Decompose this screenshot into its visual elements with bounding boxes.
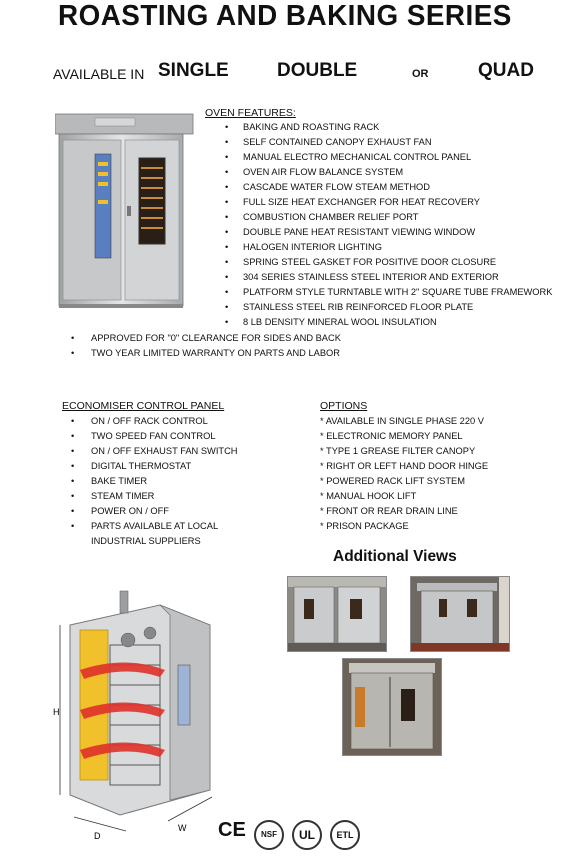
list-item: • CASCADE WATER FLOW STEAM METHOD — [225, 182, 430, 192]
control-panel-list — [62, 414, 251, 549]
list-item: • PARTS AVAILABLE AT LOCAL INDUSTRIAL SUPPLIERS — [71, 521, 218, 546]
list-item: • DOUBLE PANE HEAT RESISTANT VIEWING WINDOW — [225, 227, 476, 237]
list-item: • MANUAL ELECTRO MECHANICAL CONTROL PANEL — [225, 152, 472, 162]
oven-features-extra-list — [60, 331, 341, 361]
etl-mark: ETL — [330, 820, 360, 850]
list-item: • 8 LB DENSITY MINERAL WOOL INSULATION — [225, 317, 437, 327]
list-item: • SELF CONTAINED CANOPY EXHAUST FAN — [225, 137, 432, 147]
list-item: • HALOGEN INTERIOR LIGHTING — [225, 242, 382, 252]
availability-or: OR — [412, 68, 429, 80]
list-item: • COMBUSTION CHAMBER RELIEF PORT — [225, 212, 419, 222]
availability-label: AVAILABLE IN — [53, 66, 145, 82]
list-item: • TWO YEAR LIMITED WARRANTY ON PARTS AND LABOR — [71, 348, 340, 358]
list-item: • TWO SPEED FAN CONTROL — [71, 431, 216, 441]
height-dimension-label: H — [53, 707, 60, 717]
additional-views-heading: Additional Views — [333, 548, 457, 565]
availability-single: SINGLE — [158, 60, 229, 81]
control-panel-graphic — [95, 154, 111, 258]
control-panel-heading: ECONOMISER CONTROL PANEL — [62, 400, 225, 412]
ce-mark: CE — [218, 819, 246, 841]
list-item: * RIGHT OR LEFT HAND DOOR HINGE — [320, 461, 489, 471]
list-item: * FRONT OR REAR DRAIN LINE — [320, 506, 458, 516]
width-dimension-label: W — [178, 823, 187, 833]
list-item: * POWERED RACK LIFT SYSTEM — [320, 476, 465, 486]
list-item: • 304 SERIES STAINLESS STEEL INTERIOR AND EXTERIOR — [225, 272, 499, 282]
list-item: • STAINLESS STEEL RIB REINFORCED FLOOR PLATE — [225, 302, 474, 312]
additional-view-photo-2 — [410, 576, 510, 652]
list-item: • BAKE TIMER — [71, 476, 148, 486]
list-item: * PRISON PACKAGE — [320, 521, 409, 531]
list-item: • BAKING AND ROASTING RACK — [225, 122, 380, 132]
page-title: ROASTING AND BAKING SERIES — [58, 0, 512, 32]
list-item: * ELECTRONIC MEMORY PANEL — [320, 431, 463, 441]
ul-mark: UL — [292, 820, 322, 850]
list-item: * AVAILABLE IN SINGLE PHASE 220 V — [320, 416, 484, 426]
list-item: • SPRING STEEL GASKET FOR POSITIVE DOOR CLOSURE — [225, 257, 497, 267]
list-item: • PLATFORM STYLE TURNTABLE WITH 2" SQUARE TUBE FRAMEWORK — [225, 287, 553, 297]
list-item: • OVEN AIR FLOW BALANCE SYSTEM — [225, 167, 404, 177]
list-item: • APPROVED FOR "0" CLEARANCE FOR SIDES AND BACK — [71, 333, 341, 343]
availability-quad: QUAD — [478, 60, 534, 81]
list-item: • FULL SIZE HEAT EXCHANGER FOR HEAT RECOVERY — [225, 197, 480, 207]
list-item: * MANUAL HOOK LIFT — [320, 491, 417, 501]
additional-view-photo-3 — [342, 658, 442, 756]
additional-view-photo-1 — [287, 576, 387, 652]
options-list — [320, 414, 488, 534]
options-heading: OPTIONS — [320, 400, 368, 412]
list-item: • ON / OFF EXHAUST FAN SWITCH — [71, 446, 238, 456]
brand-plate — [95, 118, 135, 126]
nsf-mark: NSF — [254, 820, 284, 850]
list-item: • DIGITAL THERMOSTAT — [71, 461, 192, 471]
list-item: • STEAM TIMER — [71, 491, 155, 501]
viewing-window — [139, 158, 165, 244]
availability-double: DOUBLE — [277, 60, 358, 81]
oven-features-heading: OVEN FEATURES: — [205, 107, 296, 119]
list-item: • ON / OFF RACK CONTROL — [71, 416, 208, 426]
oven-features-list — [205, 120, 552, 330]
oven-cutaway-diagram — [50, 585, 220, 840]
list-item: * TYPE 1 GREASE FILTER CANOPY — [320, 446, 476, 456]
depth-dimension-label: D — [94, 831, 101, 840]
oven-product-image — [55, 110, 195, 310]
list-item: • POWER ON / OFF — [71, 506, 169, 516]
